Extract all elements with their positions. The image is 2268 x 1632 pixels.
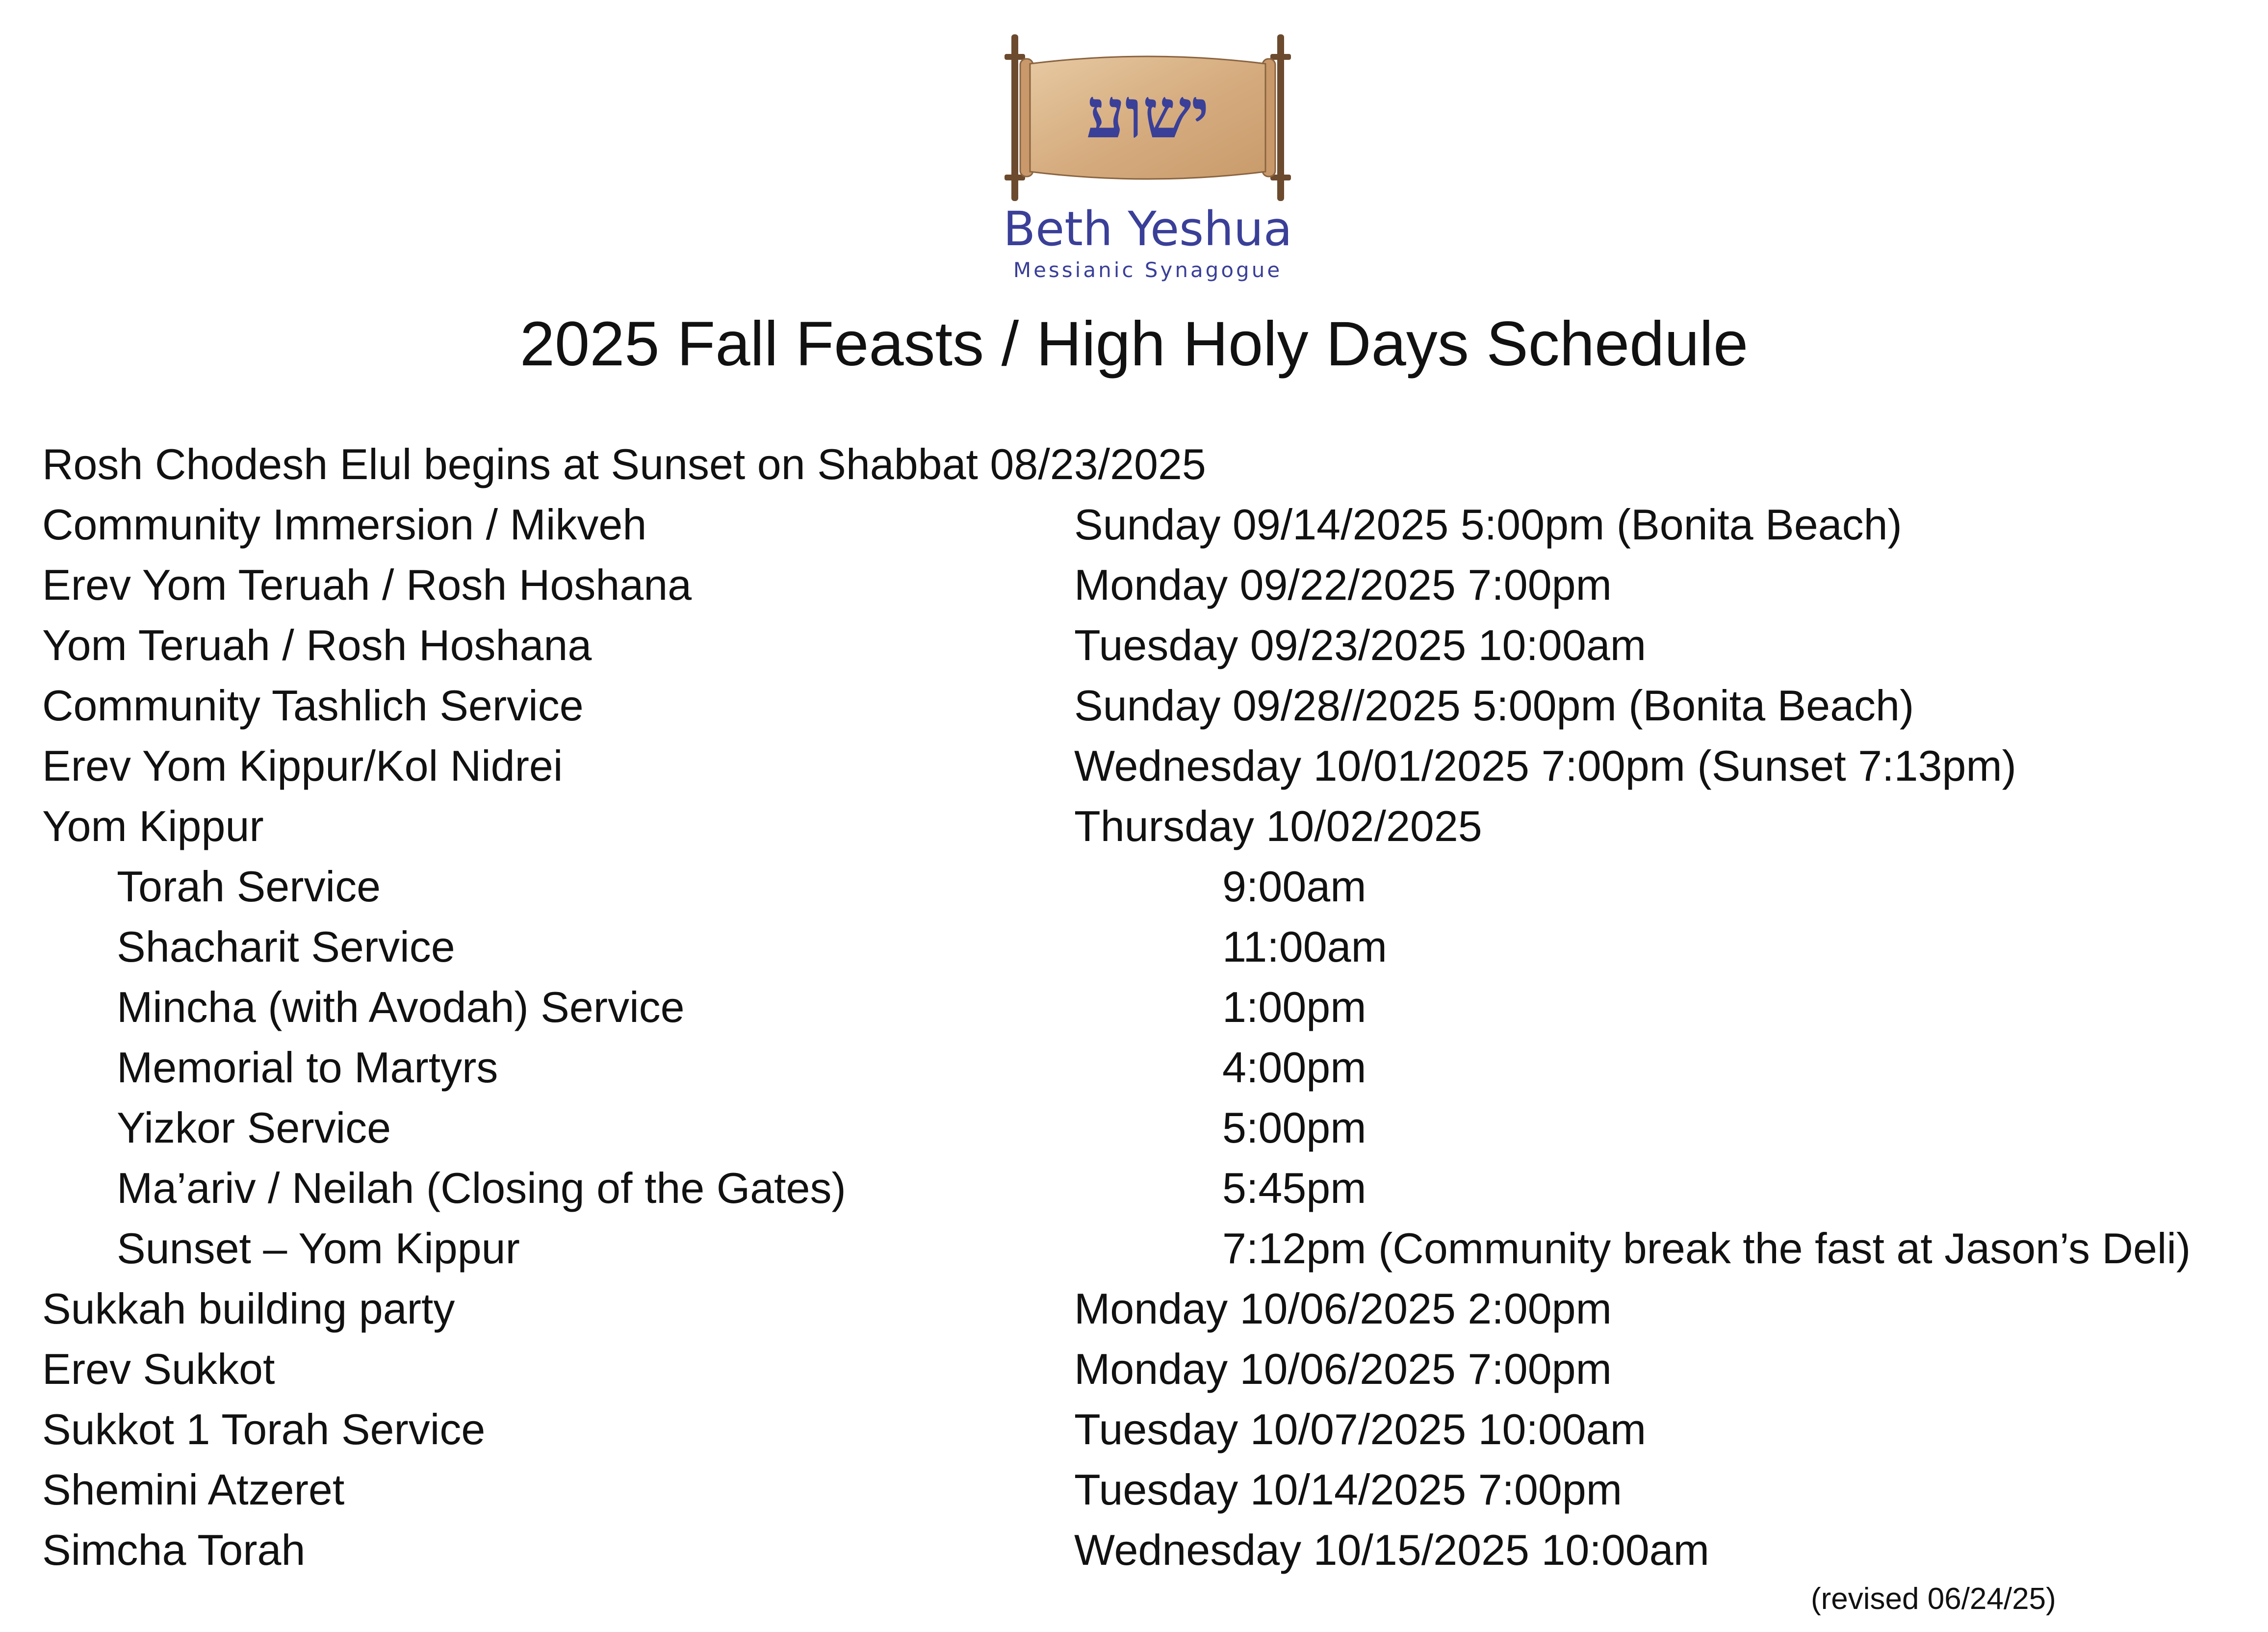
schedule-row [0, 1278, 2268, 1339]
event-name: Sukkah building party [42, 1284, 455, 1333]
event-name: Yom Kippur [42, 802, 264, 850]
schedule-row [0, 555, 2268, 615]
schedule-row [0, 1399, 2268, 1459]
event-time: 5:00pm [1222, 1103, 1366, 1152]
event-time: Thursday 10/02/2025 [1074, 802, 1482, 850]
schedule-subrow [0, 1037, 2268, 1097]
logo-name: Beth Yeshua [1003, 202, 1292, 256]
event-time: 1:00pm [1222, 983, 1366, 1031]
event-time: Monday 10/06/2025 2:00pm [1074, 1284, 1612, 1333]
event-time: Sunday 09/28//2025 5:00pm (Bonita Beach) [1074, 681, 1914, 730]
schedule-row [0, 1520, 2268, 1580]
schedule-row [0, 675, 2268, 736]
event-time: Sunday 09/14/2025 5:00pm (Bonita Beach) [1074, 500, 1902, 549]
logo-subtitle: Messianic Synagogue [1013, 258, 1283, 282]
schedule-row [0, 1459, 2268, 1520]
event-time: Monday 10/06/2025 7:00pm [1074, 1345, 1612, 1393]
event-time: Tuesday 09/23/2025 10:00am [1074, 621, 1647, 669]
page-title: 2025 Fall Feasts / High Holy Days Schedule [519, 309, 1749, 379]
event-name: Community Tashlich Service [42, 681, 584, 730]
event-time: 11:00am [1222, 922, 1387, 971]
schedule-row [0, 796, 2268, 856]
event-name: Sunset – Yom Kippur [117, 1224, 520, 1273]
event-name: Yizkor Service [117, 1103, 391, 1152]
event-time: 4:00pm [1222, 1043, 1366, 1092]
event-name: Simcha Torah [42, 1526, 306, 1574]
schedule-subrow [0, 977, 2268, 1037]
event-name: Ma’ariv / Neilah (Closing of the Gates) [117, 1164, 846, 1212]
event-name: Torah Service [117, 862, 381, 911]
event-time: Tuesday 10/07/2025 10:00am [1074, 1405, 1647, 1454]
schedule-subrow [0, 1158, 2268, 1218]
schedule-subrow [0, 1097, 2268, 1158]
schedule-subrow [0, 1218, 2268, 1278]
event-name: Mincha (with Avodah) Service [117, 983, 685, 1031]
event-name: Erev Sukkot [42, 1345, 275, 1393]
schedule-row [0, 615, 2268, 675]
event-time: Monday 09/22/2025 7:00pm [1074, 561, 1612, 609]
schedule-row [0, 494, 2268, 555]
event-name: Erev Yom Teruah / Rosh Hoshana [42, 561, 692, 609]
schedule-row [0, 736, 2268, 796]
event-time: 9:00am [1222, 862, 1366, 911]
event-time: Wednesday 10/15/2025 10:00am [1074, 1526, 1709, 1574]
event-name: Memorial to Martyrs [117, 1043, 498, 1092]
intro-text: Rosh Chodesh Elul begins at Sunset on Shabbat 08/23/2025 [42, 440, 1206, 488]
event-name: Yom Teruah / Rosh Hoshana [42, 621, 592, 669]
event-time: Wednesday 10/01/2025 7:00pm (Sunset 7:13pm) [1074, 741, 2016, 790]
intro-row [0, 434, 2268, 494]
event-name: Sukkot 1 Torah Service [42, 1405, 486, 1454]
event-name: Shemini Atzeret [42, 1465, 345, 1514]
event-name: Erev Yom Kippur/Kol Nidrei [42, 741, 563, 790]
schedule-subrow [0, 917, 2268, 977]
event-time: Tuesday 10/14/2025 7:00pm [1074, 1465, 1623, 1514]
revised-note: (revised 06/24/25) [1811, 1582, 2056, 1616]
event-name: Shacharit Service [117, 922, 455, 971]
event-name: Community Immersion / Mikveh [42, 500, 647, 549]
schedule-subrow [0, 856, 2268, 917]
schedule-row [0, 1339, 2268, 1399]
logo-hebrew-text: ישוע [1086, 74, 1210, 154]
event-time: 7:12pm (Community break the fast at Jason’s Deli) [1222, 1224, 2191, 1273]
event-time: 5:45pm [1222, 1164, 1366, 1212]
